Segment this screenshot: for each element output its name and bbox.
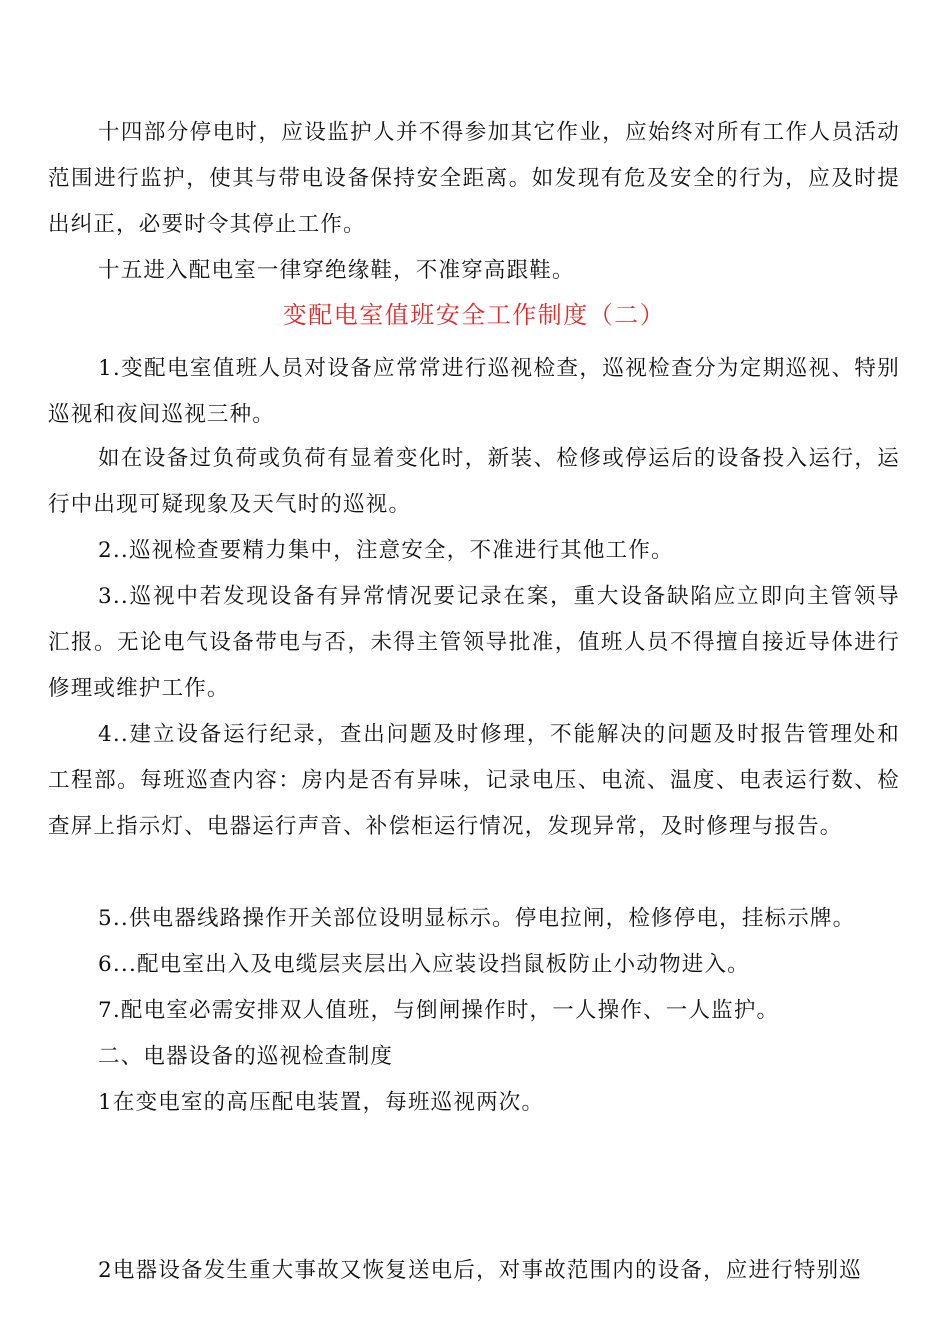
paragraph-item-3: 3..巡视中若发现设备有异常情况要记录在案，重大设备缺陷应立即向主管领导汇报。无论电气设备带电与否，未得主管领导批准，值班人员不得擅自接近导体进行修理或维护工作。 [48, 584, 900, 701]
paragraph-inspection-2: 2电器设备发生重大事故又恢复送电后，对事故范围内的设备，应进行特别巡 [98, 1258, 862, 1283]
paragraph-inspection-1: 1在变电室的高压配电装置，每班巡视两次。 [98, 1090, 545, 1115]
paragraph-item-4: 4..建立设备运行纪录，查出问题及时修理，不能解决的问题及时报告管理处和工程部。每班巡查内容：房内是否有异味，记录电压、电流、温度、电表运行数、检查屏上指示灯、电器运行声音、补偿柜运行情况，发现异常，及时修理与报告。 [48, 722, 900, 839]
paragraph-item-2: 2..巡视检查要精力集中，注意安全，不准进行其他工作。 [98, 538, 674, 563]
paragraph-item-6: 6...配电室出入及电缆层夹层出入应装设挡鼠板防止小动物进入。 [98, 952, 750, 977]
paragraph-item-1: 1.变配电室值班人员对设备应常常进行巡视检查，巡视检查分为定期巡视、特别巡视和夜间巡视三种。 [48, 356, 900, 427]
paragraph-item-1-continued: 如在设备过负荷或负荷有显着变化时，新装、检修或停运后的设备投入运行，运行中出现可疑现象及天气时的巡视。 [48, 446, 900, 517]
paragraph-14: 十四部分停电时，应设监护人并不得参加其它作业，应始终对所有工作人员活动范围进行监护，使其与带电设备保持安全距离。如发现有危及安全的行为，应及时提出纠正，必要时令其停止工作。 [48, 120, 900, 237]
document-title: 变配电室值班安全工作制度（二） [282, 301, 666, 329]
section-heading-inspection: 二、电器设备的巡视检查制度 [98, 1044, 394, 1069]
paragraph-item-5: 5..供电器线路操作开关部位设明显标示。停电拉闸，检修停电，挂标示牌。 [98, 906, 856, 931]
paragraph-15: 十五进入配电室一律穿绝缘鞋，不准穿高跟鞋。 [98, 258, 575, 283]
paragraph-item-7: 7.配电室必需安排双人值班，与倒闸操作时，一人操作、一人监护。 [98, 998, 780, 1023]
